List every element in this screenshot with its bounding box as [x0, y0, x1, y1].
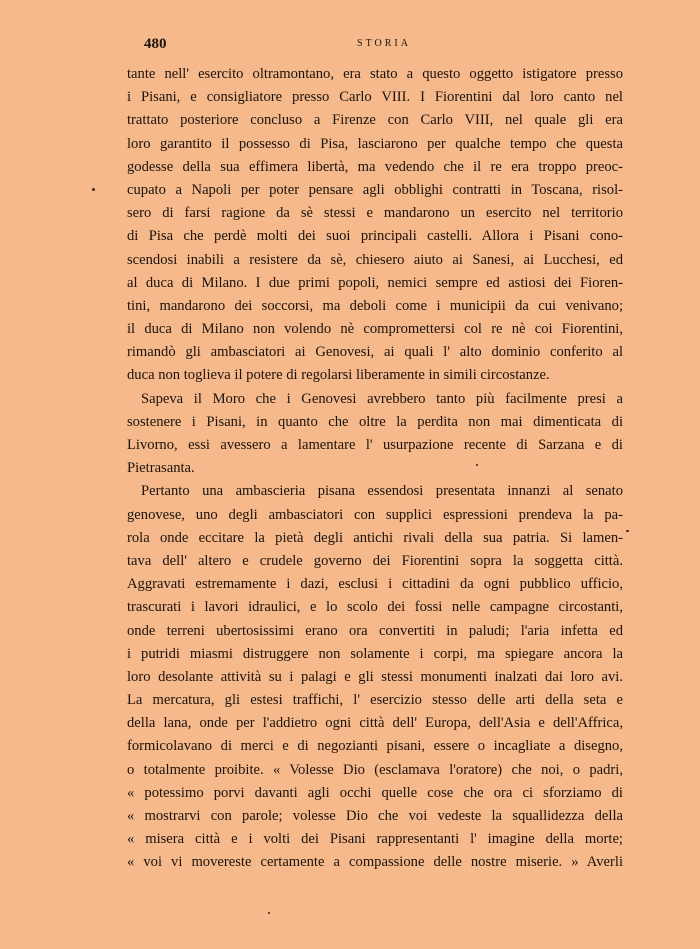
text-line: cupato a Napoli per poter pensare agli obblighi contratti in Toscana, risol- [127, 181, 623, 198]
text-line: Aggravati estremamente i dazi, esclusi i cittadini da ogni pubblico ufficio, [127, 576, 623, 593]
text-line: tante nell' esercito oltramontano, era stato a questo oggetto istigatore presso [127, 66, 623, 82]
text-line: il duca di Milano non volendo nè compromettersi col re nè coi Fiorentini, [127, 321, 623, 338]
text-line: godesse della sua effimera libertà, ma vedendo che il re era troppo preoc- [127, 158, 623, 175]
ink-speck [476, 464, 478, 466]
text-line: di Pisa che perdè molti dei suoi principali castelli. Allora i Pisani cono- [127, 228, 623, 245]
page-header [144, 36, 624, 56]
text-line: « misera città e i volti dei Pisani rappresentanti l' imagine della morte; [127, 831, 623, 848]
text-line: trascurati i lavori idraulici, e lo scolo dei fossi nelle campagne circostanti, [127, 599, 623, 616]
text-line: rimandò gli ambasciatori ai Genovesi, ai quali l' alto dominio conferito al [127, 344, 623, 361]
text-line: « voi vi movereste certamente a compassione delle nostre miserie. » Averli [127, 854, 623, 871]
text-line: i Pisani, e consigliatore presso Carlo VIII. I Fiorentini dal loro canto nel [127, 89, 623, 106]
text-line: Livorno, essi avessero a lamentare l' usurpazione recente di Sarzana e di [127, 437, 623, 453]
text-line: trattato posteriore concluso a Firenze con Carlo VIII, nel quale gli era [127, 112, 623, 129]
ink-speck [626, 530, 629, 532]
text-line: loro garantito il possesso di Pisa, lasciarono per qualche tempo che questa [127, 135, 623, 152]
text-line: i putridi miasmi distruggere non solamente i corpi, ma spiegare ancora la [127, 645, 623, 662]
text-line: della lana, onde per l'addietro ogni città dell' Europa, dell'Asia e dell'Affrica, [127, 715, 623, 732]
text-line: « mostrarvi con parole; volesse Dio che voi vedeste la squallidezza della [127, 808, 623, 824]
text-line: sostenere i Pisani, in quanto che oltre la perdita non mai dimenticata di [127, 413, 623, 430]
text-line: formicolavano di merci e di negozianti pisani, essere o incagliate a disegno, [127, 738, 623, 755]
text-line: Pietrasanta. [127, 460, 195, 477]
text-line: Sapeva il Moro che i Genovesi avrebbero tanto più facilmente presi a [141, 390, 623, 407]
text-line: rola onde eccitare la pietà degli antichi rivali della sua patria. Si lamen- [127, 529, 623, 546]
text-line: La mercatura, gli estesi traffichi, l' esercizio stesso delle arti della seta e [127, 692, 623, 709]
ink-speck [92, 188, 95, 191]
text-line: loro desolante attività su i palagi e gli stessi monumenti inalzati dai loro avi. [127, 668, 623, 685]
body-text [127, 63, 623, 875]
text-line: tini, mandarono dei soccorsi, ma deboli come i municipii da cui venivano; [127, 297, 623, 314]
text-line: duca non toglieva il potere di regolarsi liberamente in simili circostanze. [127, 367, 550, 384]
ink-speck [268, 912, 270, 914]
running-title: STORIA [357, 38, 411, 49]
text-line: scendosi inabili a resistere da sè, chiesero aiuto ai Sanesi, ai Lucchesi, ed [127, 251, 623, 268]
text-line: Pertanto una ambascieria pisana essendosi presentata innanzi al senato [141, 483, 623, 500]
page-number: 480 [144, 36, 167, 52]
text-line: onde terreni ubertosissimi erano ora convertiti in paludi; l'aria infetta ed [127, 622, 623, 639]
text-line: genovese, uno degli ambasciatori con supplici espressioni prendeva la pa- [127, 506, 623, 523]
text-line: « potessimo porvi davanti agli occhi quelle cose che ora ci sforziamo di [127, 784, 623, 801]
text-line: al duca di Milano. I due primi popoli, nemici sempre ed astiosi dei Fioren- [127, 274, 623, 291]
text-line: tava dell' altero e crudele governo dei Fiorentini sopra la soggetta città. [127, 552, 623, 569]
text-line: sero di farsi ragione da sè stessi e mandarono un esercito nel territorio [127, 205, 623, 222]
text-line: o totalmente proibite. « Volesse Dio (esclamava l'oratore) che noi, o padri, [127, 761, 623, 778]
